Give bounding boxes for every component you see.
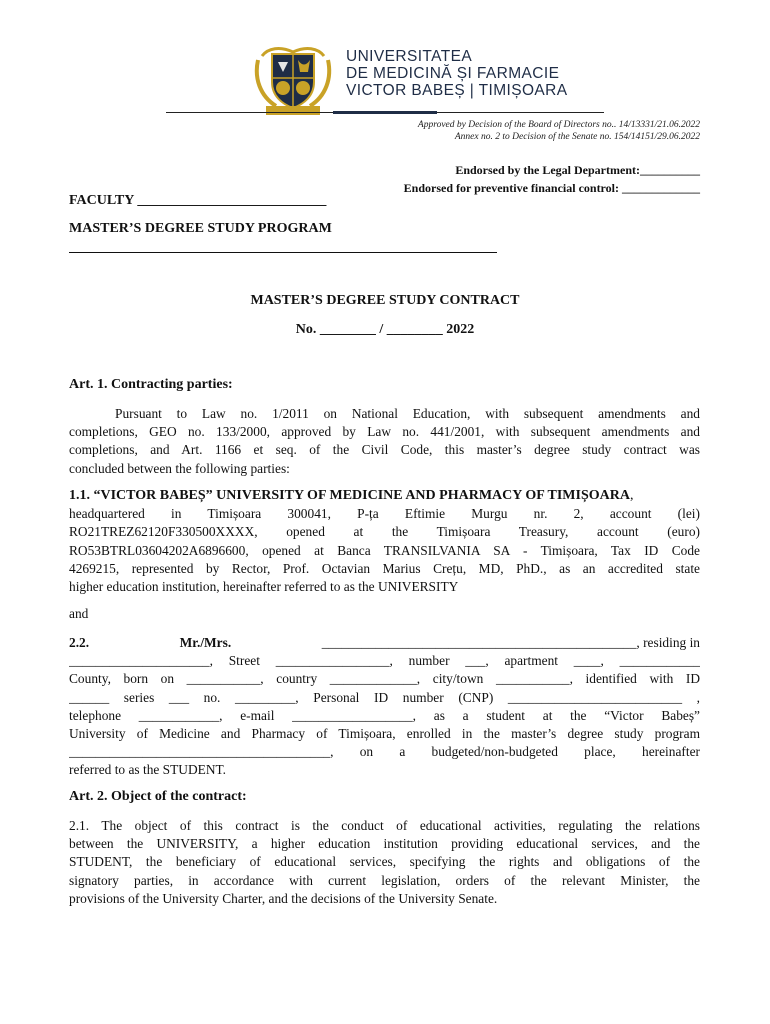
text-line: higher education institution, hereinafter referred to as the UNIVERSITY — [69, 579, 459, 595]
contract-number: No. ________ / ________ 2022 — [295, 322, 475, 337]
text-line: headquartered in Timișoara 300041, P-ța Eftimie Murgu nr. 2, account (lei) — [69, 506, 700, 522]
party1-paragraph — [69, 487, 700, 596]
text-line: telephone ____________, e-mail __________________, as a student at the “Victor Babeș” — [69, 707, 700, 723]
text-line: RO53BTRL03604202A6896600, opened at Banca TRANSILVANIA SA - Timișoara, Tax ID Code — [69, 542, 700, 558]
university-crest-icon — [252, 38, 334, 118]
text-line: 4269215, represented by Rector, Prof. Octavian Marius Crețu, MD, PhD., as an accredited state — [69, 560, 700, 576]
approval-note — [418, 119, 700, 143]
text-line: concluded between the following parties: — [69, 460, 290, 476]
university-name-line-2: DE MEDICINĂ ȘI FARMACIE — [346, 65, 560, 82]
text-line: completions, GEO no. 133/2000, approved by Law no. 441/2001, with subsequent amendments and — [69, 424, 700, 440]
text-line: RO21TREZ62120F330500XXXX, opened at the Timișoara Treasury, account (euro) — [69, 524, 700, 540]
header-divider-accent — [333, 111, 437, 114]
party1-name-line — [69, 487, 700, 505]
endorsement-legal: Endorsed by the Legal Department:__________ — [455, 163, 700, 177]
party1-number: 1.1 — [69, 488, 87, 503]
program-blank-line — [69, 252, 497, 253]
art2-paragraph — [69, 817, 700, 908]
text-line: provisions of the University Charter, and the decisions of the University Senate. — [69, 890, 498, 906]
university-name-line-3: VICTOR BABEȘ | TIMIȘOARA — [346, 82, 568, 99]
party2-title: Mr./Mrs. — [179, 635, 232, 650]
approval-line-1: Approved by Decision of the Board of Directors no.. 14/13331/21.06.2022 — [417, 120, 700, 130]
party1-name-end: , — [629, 488, 634, 503]
text-line: referred to as the STUDENT. — [69, 762, 227, 778]
text-line: STUDENT, the beneficiary of educational services, specifying the rights and obligations of the — [69, 854, 700, 870]
party2-first-line-rest: _______________________________________________, residing in — [321, 635, 700, 650]
art1-intro-paragraph — [69, 405, 700, 478]
text-line: _____________________, Street _________________, number ___, apartment ____, ____________ — [69, 653, 700, 669]
party1-name: . “VICTOR BABEȘ” UNIVERSITY OF MEDICINE AND PHARMACY OF TIMIȘOARA — [86, 488, 630, 503]
art2-heading: Art. 2. Object of the contract: — [69, 789, 247, 804]
text-line: 2.1. The object of this contract is the conduct of educational activities, regulating the relations — [69, 818, 700, 833]
text-line: _______________________________________, on a budgeted/non-budgeted place, hereinafter — [69, 744, 700, 760]
faculty-field: FACULTY ___________________________ — [69, 193, 327, 208]
party2-paragraph — [69, 634, 700, 780]
university-name-line-1: UNIVERSITATEA — [346, 48, 473, 65]
text-line: University of Medicine and Pharmacy of Timișoara, enrolled in the master’s degree study program — [69, 726, 700, 742]
text-line: County, born on ___________, country _____________, city/town ___________, identified with ID — [69, 671, 700, 687]
program-field: MASTER’S DEGREE STUDY PROGRAM — [69, 221, 332, 236]
and-word: and — [69, 606, 89, 621]
text-line: Pursuant to Law no. 1/2011 on National Education, with subsequent amendments and — [115, 406, 700, 421]
university-name — [346, 48, 568, 99]
party2-first-line — [69, 634, 700, 652]
text-line: ______ series ___ no. _________, Personal ID number (CNP) __________________________ , — [69, 689, 700, 705]
endorsement-block — [404, 161, 700, 197]
text-line: between the UNIVERSITY, a higher education institution providing educational services, and the — [69, 836, 700, 852]
endorsement-financial: Endorsed for preventive financial control: _____________ — [403, 181, 700, 195]
text-line: completions, and Art. 1166 et seq. of the Civil Code, this master’s degree study contract was — [69, 442, 700, 458]
contract-title: MASTER’S DEGREE STUDY CONTRACT — [250, 293, 520, 308]
text-line: signatory parties, in accordance with current legislation, orders of the relevant Minister, the — [69, 872, 700, 888]
approval-line-2: Annex no. 2 to Decision of the Senate no. 154/14151/29.06.2022 — [454, 132, 700, 142]
art1-heading: Art. 1. Contracting parties: — [69, 377, 233, 392]
party2-number: 2.2. — [69, 635, 90, 650]
